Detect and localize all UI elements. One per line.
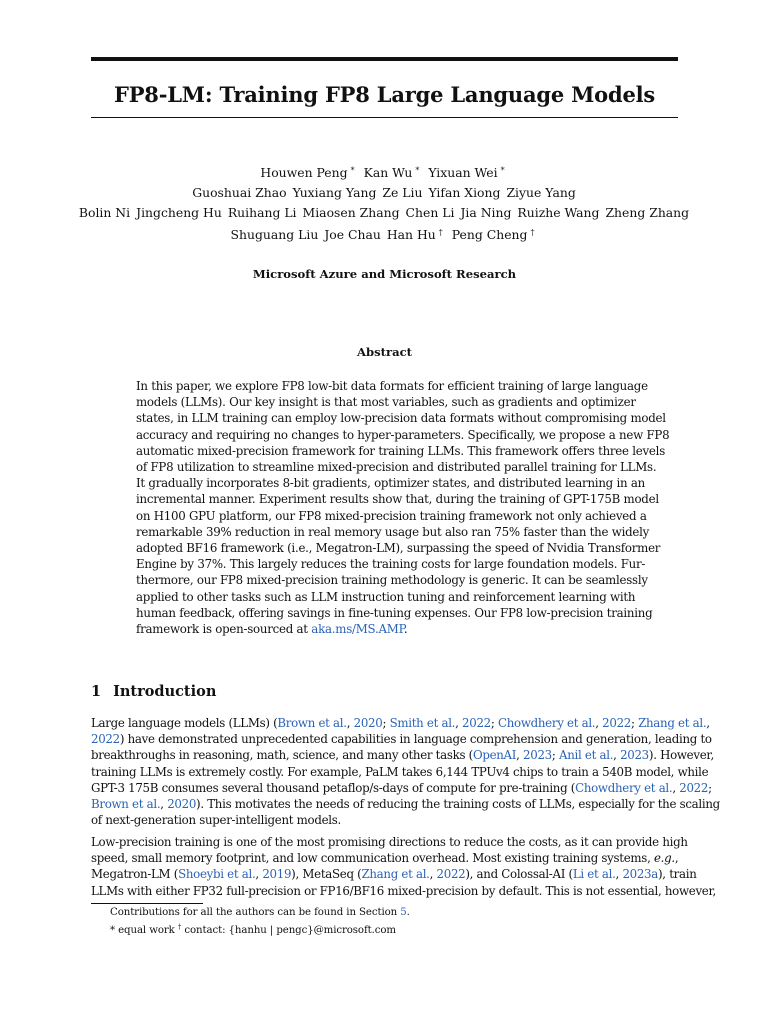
- citation-link[interactable]: 2020: [353, 716, 383, 730]
- abstract-line: [136, 605, 653, 621]
- citation-link[interactable]: Brown et al.: [277, 716, 347, 730]
- author-name: Han Hu †: [386, 227, 443, 242]
- text-run: .: [406, 907, 410, 918]
- author-name: Chen Li: [405, 205, 455, 220]
- text-run: models (LLMs). Our key insight is that most variables, such as gradients and optimizer: [136, 395, 636, 410]
- paragraph-line: [91, 715, 710, 731]
- author-name: Houwen Peng *: [260, 165, 355, 180]
- citation-link[interactable]: 2022: [462, 716, 491, 730]
- abstract-line: [136, 572, 648, 588]
- affiliation: Microsoft Azure and Microsoft Research: [252, 267, 517, 281]
- paragraph-line: [91, 850, 678, 866]
- author-name: Ze Liu: [382, 185, 423, 200]
- abstract-line: [136, 459, 657, 475]
- text-run: ;: [708, 780, 712, 795]
- citation-link[interactable]: 2022: [436, 867, 466, 882]
- paragraph-line: [91, 780, 712, 796]
- text-run: It gradually incorporates 8-bit gradients, optimizer states, and distributed learning in an: [136, 476, 645, 491]
- text-run: adopted BF16 framework (i.e., Megatron-LM), surpassing the speed of Nvidia Transformer: [136, 541, 661, 556]
- text-run: states, in LLM training can employ low-precision data formats without compromising model: [136, 411, 666, 426]
- citation-link[interactable]: Chowdhery et al.: [575, 780, 673, 795]
- author-name: Guoshuai Zhao: [192, 185, 287, 200]
- paragraph-line: [91, 866, 697, 882]
- text-run: ). This motivates the needs of reducing the training costs of LLMs, especially for the scaling: [196, 797, 720, 812]
- author-row: [60, 183, 708, 203]
- text-run: Contributions for all the authors can be found in Section: [110, 907, 401, 918]
- abstract-line: [136, 394, 634, 410]
- abstract-line: [136, 410, 666, 426]
- text-run: ,: [595, 716, 603, 730]
- abstract-line: [136, 621, 634, 637]
- text-run: on H100 GPU platform, our FP8 mixed-precision training framework not only achieved a: [136, 508, 647, 523]
- citation-link[interactable]: Shoeybi et al.: [178, 867, 256, 882]
- citation-link[interactable]: Zhang et al.: [638, 716, 707, 730]
- text-run: of next-generation super-intelligent models.: [91, 813, 341, 828]
- footnotes: [110, 905, 410, 938]
- author-mark: *: [500, 166, 505, 175]
- author-mark: *: [415, 166, 420, 175]
- text-run: ,: [346, 716, 354, 730]
- text-run: ;: [630, 716, 639, 730]
- citation-link[interactable]: Li et al.: [572, 867, 616, 882]
- text-run: ,: [455, 716, 463, 730]
- text-run: thermore, our FP8 mixed-precision training methodology is generic. It can be seamlessly: [136, 573, 648, 588]
- text-run: automatic mixed-precision framework for training LLMs. This framework offers three levels: [136, 443, 665, 458]
- paragraph-line: [91, 834, 688, 850]
- text-run: framework is open-sourced at: [136, 622, 312, 637]
- author-row: [60, 203, 708, 223]
- citation-link[interactable]: 2023: [523, 748, 552, 763]
- text-run: Large language models (LLMs) (: [91, 716, 278, 730]
- author-name: Bolin Ni: [78, 205, 131, 220]
- citation-link[interactable]: 2022: [602, 716, 631, 730]
- citation-link[interactable]: OpenAI: [472, 748, 517, 763]
- paper-title: FP8-LM: Training FP8 Large Language Models: [113, 82, 656, 107]
- title-top-rule: [91, 57, 678, 61]
- abstract-line: [136, 556, 646, 572]
- section-title: Introduction: [113, 683, 217, 700]
- author-name: Zheng Zhang: [605, 205, 690, 220]
- text-run: * equal work: [110, 925, 178, 936]
- abstract-line: [136, 524, 650, 540]
- citation-link[interactable]: 2022: [91, 732, 120, 747]
- text-run: ), and Colossal-AI (: [465, 867, 573, 882]
- citation-link[interactable]: Brown et al.: [91, 797, 161, 812]
- author-mark: †: [530, 228, 535, 237]
- author-name: Jia Ning: [460, 205, 512, 220]
- citation-link[interactable]: Anil et al.: [559, 748, 614, 763]
- abstract-heading: Abstract: [356, 345, 413, 359]
- text-run: applied to other tasks such as LLM instruction tuning and reinforcement learning with: [136, 589, 636, 604]
- intro-paragraph-1: [91, 715, 720, 828]
- text-run: ,: [429, 867, 437, 882]
- abstract-line: [136, 540, 661, 556]
- text-run: ,: [255, 867, 263, 882]
- text-run: Engine by 37%. This largely reduces the training costs for large foundation models. Fur-: [136, 557, 646, 572]
- abstract-line: [136, 589, 634, 605]
- text-run: ,: [160, 797, 168, 812]
- author-row: [60, 223, 708, 245]
- citation-link[interactable]: 5: [400, 907, 407, 918]
- author-name: Peng Cheng †: [451, 227, 535, 242]
- abstract-line: [136, 427, 670, 443]
- text-run: ), train: [658, 867, 697, 882]
- text-run: ). However,: [648, 748, 714, 763]
- citation-link[interactable]: 2020: [167, 797, 197, 812]
- section-number: 1: [91, 683, 102, 700]
- text-run: ;: [490, 716, 498, 730]
- text-run: ,: [706, 716, 710, 730]
- paragraph-line: [91, 812, 678, 828]
- text-run: training LLMs is extremely costly. For example, PaLM takes 6,144 TPUv4 chips to train a 540B model, while: [91, 764, 709, 779]
- author-name: Shuguang Liu: [230, 227, 319, 242]
- author-name: Yixuan Wei *: [428, 165, 505, 180]
- abstract-line: [136, 475, 645, 491]
- text-run: accuracy and requiring no changes to hyper-parameters. Specifically, we propose a new FP8: [136, 427, 670, 442]
- text-run: e.g.: [653, 851, 675, 866]
- abstract-body: [136, 378, 670, 637]
- author-name: Ziyue Yang: [506, 185, 576, 200]
- text-run: ,: [516, 748, 524, 763]
- author-name: Ruihang Li: [227, 205, 297, 220]
- paragraph-line: [91, 747, 714, 763]
- footnote-line: [110, 905, 410, 920]
- abstract-line: [136, 378, 648, 394]
- text-run: GPT-3 175B consumes several thousand petaflop/s-days of compute for pre-training (: [91, 780, 576, 795]
- author-name: Yuxiang Yang: [292, 185, 377, 200]
- text-run: ,: [615, 867, 623, 882]
- author-name: Jingcheng Hu: [136, 205, 222, 220]
- author-mark: *: [350, 166, 355, 175]
- abstract-line: [136, 491, 659, 507]
- paragraph-line: [91, 883, 716, 899]
- abstract-line: [136, 443, 665, 459]
- text-run: remarkable 39% reduction in real memory usage but also ran 75% faster than the widely: [136, 524, 650, 539]
- citation-link[interactable]: 2022: [679, 780, 709, 795]
- text-run: ) have demonstrated unprecedented capabilities in language comprehension and generation, leading to: [119, 732, 712, 747]
- paragraph-line: [91, 731, 712, 747]
- text-run: In this paper, we explore FP8 low-bit data formats for efficient training of large language: [136, 379, 648, 393]
- intro-paragraph-2: [91, 834, 716, 899]
- author-mark: †: [438, 228, 443, 237]
- text-run: ,: [613, 748, 621, 763]
- text-run: †: [177, 923, 182, 931]
- paragraph-line: [91, 764, 709, 780]
- footnote-rule: [91, 903, 203, 904]
- text-run: Megatron-LM (: [91, 867, 179, 882]
- author-name: Yifan Xiong: [428, 185, 501, 200]
- author-row: [60, 161, 708, 183]
- citation-link[interactable]: 2023a: [622, 867, 658, 882]
- text-run: .: [403, 622, 408, 637]
- text-run: ,: [674, 851, 679, 866]
- text-run: contact: {hanhu | pengc}@microsoft.com: [181, 925, 396, 936]
- citation-link[interactable]: 2023: [620, 748, 649, 763]
- text-run: ), MetaSeq (: [291, 867, 362, 882]
- footnote-line: [110, 920, 410, 938]
- citation-link[interactable]: Zhang et al.: [361, 867, 430, 882]
- text-run: ,: [672, 780, 680, 795]
- citation-link[interactable]: Chowdhery et al.: [498, 716, 596, 730]
- title-bottom-rule: [91, 117, 678, 118]
- text-run: incremental manner. Experiment results show that, during the training of GPT-175B model: [136, 492, 659, 507]
- text-run: breakthroughs in reasoning, math, science, and many other tasks (: [91, 748, 473, 763]
- author-name: Kan Wu *: [363, 165, 420, 180]
- author-name: Miaosen Zhang: [302, 205, 400, 220]
- text-run: of FP8 utilization to streamline mixed-precision and distributed parallel training for LLMs.: [136, 460, 657, 475]
- text-run: Low-precision training is one of the most promising directions to reduce the costs, as it can provide high: [91, 835, 688, 849]
- author-list: [60, 161, 708, 245]
- citation-link[interactable]: aka.ms/MS.AMP: [311, 622, 404, 637]
- text-run: speed, small memory footprint, and low communication overhead. Most existing training systems,: [91, 851, 654, 866]
- author-name: Ruizhe Wang: [517, 205, 600, 220]
- abstract-line: [136, 508, 647, 524]
- text-run: ;: [551, 748, 559, 763]
- citation-link[interactable]: 2019: [262, 867, 292, 882]
- text-run: LLMs with either FP32 full-precision or FP16/BF16 mixed-precision by default. This is not essential, however,: [91, 883, 716, 898]
- citation-link[interactable]: Smith et al.: [389, 716, 456, 730]
- paragraph-line: [91, 796, 720, 812]
- section-heading: [91, 683, 216, 700]
- text-run: human feedback, offering savings in fine-tuning expenses. Our FP8 low-precision training: [136, 605, 653, 620]
- text-run: ;: [382, 716, 390, 730]
- author-name: Joe Chau: [324, 227, 381, 242]
